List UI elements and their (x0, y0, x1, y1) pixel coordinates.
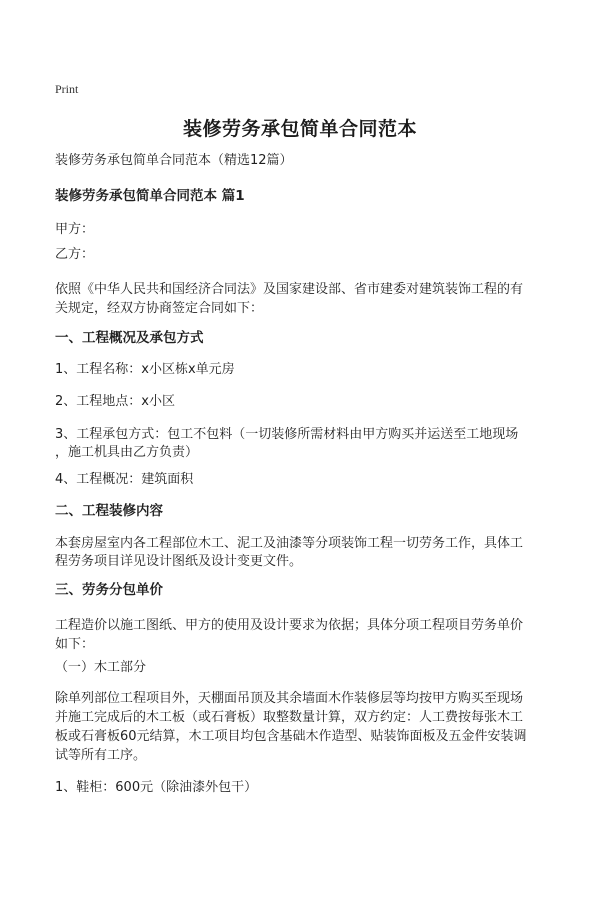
section-2-para-line-2: 程劳务项目详见设计图纸及设计变更文件。 (55, 554, 303, 569)
section-1-item-1: 1、工程名称：x小区栋x单元房 (55, 362, 235, 377)
wood-para-line-1: 除单列部位工程项目外，天棚面吊顶及其余墙面木作装修层等均按甲方购买至现场 (55, 691, 524, 706)
section-3-heading: 三、劳务分包单价 (55, 582, 163, 598)
section-2-para-line-1: 本套房屋室内各工程部位木工、泥工及油漆等分项装饰工程一切劳务工作，具体工 (55, 536, 524, 551)
section-3-item-1: 1、鞋柜：600元（除油漆外包干） (55, 780, 258, 795)
document-subtitle: 装修劳务承包简单合同范本（精选12篇） (55, 153, 293, 168)
section-3-sub-heading: （一）木工部分 (55, 660, 147, 675)
wood-para-line-4: 试等所有工序。 (55, 748, 147, 763)
print-label[interactable]: Print (55, 82, 79, 96)
intro-line-2: 关规定，经双方协商签定合同如下： (55, 301, 264, 316)
section-2-heading: 二、工程装修内容 (55, 503, 163, 519)
section-1-item-3-line-1: 3、工程承包方式：包工不包料（一切装修所需材料由甲方购买并运送至工地现场 (55, 427, 519, 442)
section-3-para-line-1: 工程造价以施工图纸、甲方的使用及设计要求为依据；具体分项工程项目劳务单价 (55, 618, 524, 633)
section-1-item-3-line-2: ，施工机具由乙方负责） (55, 445, 199, 460)
section-1-item-2: 2、工程地点：x小区 (55, 394, 175, 409)
wood-para-line-2: 并施工完成后的木工板（或石膏板）取整数量计算，双方约定：人工费按每张木工 (55, 710, 524, 725)
section-1-heading: 一、工程概况及承包方式 (55, 330, 204, 346)
intro-line-1: 依照《中华人民共和国经济合同法》及国家建设部、省市建委对建筑装饰工程的有 (55, 282, 524, 297)
party-a-line: 甲方： (55, 222, 95, 237)
article-heading: 装修劳务承包简单合同范本 篇1 (55, 188, 245, 204)
section-3-para-line-2: 如下： (55, 637, 95, 652)
section-1-item-4: 4、工程概况：建筑面积 (55, 472, 194, 487)
wood-para-line-3: 板或石膏板60元结算，木工项目均包含基础木作造型、贴装饰面板及五金件安装调 (55, 729, 527, 744)
document-title: 装修劳务承包简单合同范本 (182, 118, 417, 140)
party-b-line: 乙方： (55, 247, 95, 262)
